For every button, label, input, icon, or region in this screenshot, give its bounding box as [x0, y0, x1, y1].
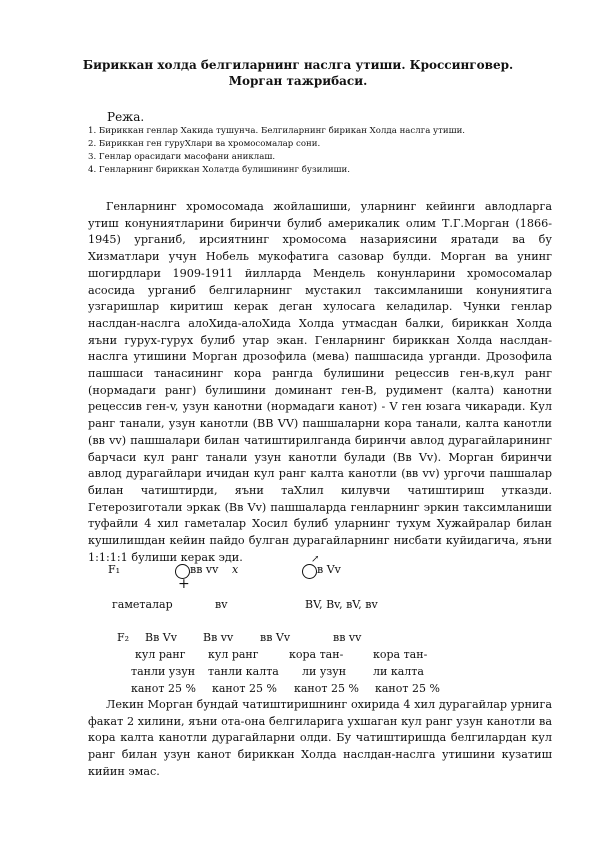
plan-item: 4. Генларнинг бириккан Холатда булишининг бузилиши. — [88, 165, 351, 175]
plan-item: 1. Бириккан генлар Хакида тушунча. Белгиларнинг бирикан Холда наслга утиши. — [88, 126, 466, 136]
offspring-line1: кул ранг — [135, 648, 186, 661]
offspring-genotype: вв Vv — [260, 631, 291, 644]
plan-list — [88, 125, 465, 177]
plan-item: 3. Генлар орасидаги масофани аниклаш. — [88, 152, 276, 162]
offspring-genotype: вв vv — [333, 631, 362, 644]
male-arrow-icon: ↗ — [311, 554, 320, 565]
cross-symbol: x — [232, 563, 239, 576]
offspring-percent: канот 25 % — [375, 682, 440, 695]
offspring-line2: танли узун — [131, 665, 196, 678]
body-paragraph-2: Лекин Морган бундай чатиштиришнинг охирида 4 хил дурагайлар урнига факат 2 хилини, яъни ота-она белгиларига ухшаган кул ранг узун канотли ва кора калта канотли дурагайларни олди. Бу чатиштиришда белгилардан кул ранг билан узун канот бириккан Холда наслдан-наслга утишини кузатиш кийин эмас. — [88, 698, 552, 778]
gametes-label: гаметалар — [112, 598, 173, 611]
page-title: Бириккан холда белгиларнинг наслга утиши. Кроссинговер. Морган тажрибаси. — [82, 58, 514, 88]
offspring-percent: канот 25 % — [294, 682, 359, 695]
plan-heading: Режа. — [107, 110, 145, 124]
female-gametes: вv — [215, 598, 228, 611]
male-gametes: BV, Bv, вV, вv — [305, 598, 378, 611]
f1-label: F₁ — [108, 563, 121, 576]
offspring-line1: кул ранг — [208, 648, 259, 661]
offspring-line2: ли калта — [373, 665, 424, 678]
offspring-genotype: Вв Vv — [145, 631, 177, 644]
plan-item: 2. Бириккан ген гуруХлари ва хромосомалар сони. — [88, 139, 321, 149]
female-cross-icon: + — [178, 576, 190, 592]
offspring-percent: канот 25 % — [131, 682, 196, 695]
offspring-line2: танли калта — [208, 665, 279, 678]
male-genotype: в Vv — [317, 563, 341, 576]
f2-label: F₂ — [117, 631, 130, 644]
offspring-percent: канот 25 % — [212, 682, 277, 695]
male-symbol-icon — [302, 564, 317, 579]
offspring-line2: ли узун — [302, 665, 347, 678]
offspring-genotype: Вв vv — [203, 631, 234, 644]
offspring-line1: кора тан- — [373, 648, 428, 661]
offspring-line1: кора тан- — [289, 648, 344, 661]
body-paragraph-1: Генларнинг хромосомада жойлашиши, уларнинг кейинги авлодларга утиш конуниятларини биринчи булиб америкалик олим Т.Г.Морган (1866-1945) урганиб, ирсиятнинг хромосома назариясини яратади ва бу Хизматлари учун Нобель мукофатига сазовар булди. Морган ва унинг шогирдлари 1909-1911 йилларда Мендель конунларини хромосомалар асосида урганиб белгиларнинг мустакил таксимланиши конуниятига узгаришлар киритиш керак деган хулосага келадилар. Чунки генлар наслдан-наслга алоХида-алоХида Холда утмасдан балки, бириккан Холда яъни гурух-гурух булиб утар экан. Генларнинг бириккан Холда наслдан-наслга утишини Морган дрозофила (мева) пашшасида урганди. Дрозофила пашшаси танасининг кора рангда булишини рецессив ген-в,кул ранг (нормадаги ранг) булишини доминант ген-В, рудимент (калта) канотни рецессив ген-v, узун канотни (нормадаги канот) - V ген юзага чикаради. Кул ранг танали, узун канотли (ВВ VV) пашшаларни кора танали, калта канотли (вв vv) пашшалари билан чатиштирилганда биринчи авлод дурагайларининг барчаси кул ранг танали узун канотли булади (Вв Vv). Морган биринчи авлод дурагайлари ичидан кул ранг калта канотли (вв vv) ургочи пашшалар билан чатиштирди, яъни таХлил килувчи чатиштириш утказди. Гетерозиготали эркак (Вв Vv) пашшаларда генларнинг эркин таксимланиши туфайли 4 хил гаметалар Хосил булиб уларнинг тухум Хужайралар билан кушилишдан кейин пайдо булган дурагайларнинг нисбати куйидагича, яъни 1:1:1:1 булиши керак эди. — [88, 200, 552, 564]
female-genotype: вв vv — [190, 563, 219, 576]
